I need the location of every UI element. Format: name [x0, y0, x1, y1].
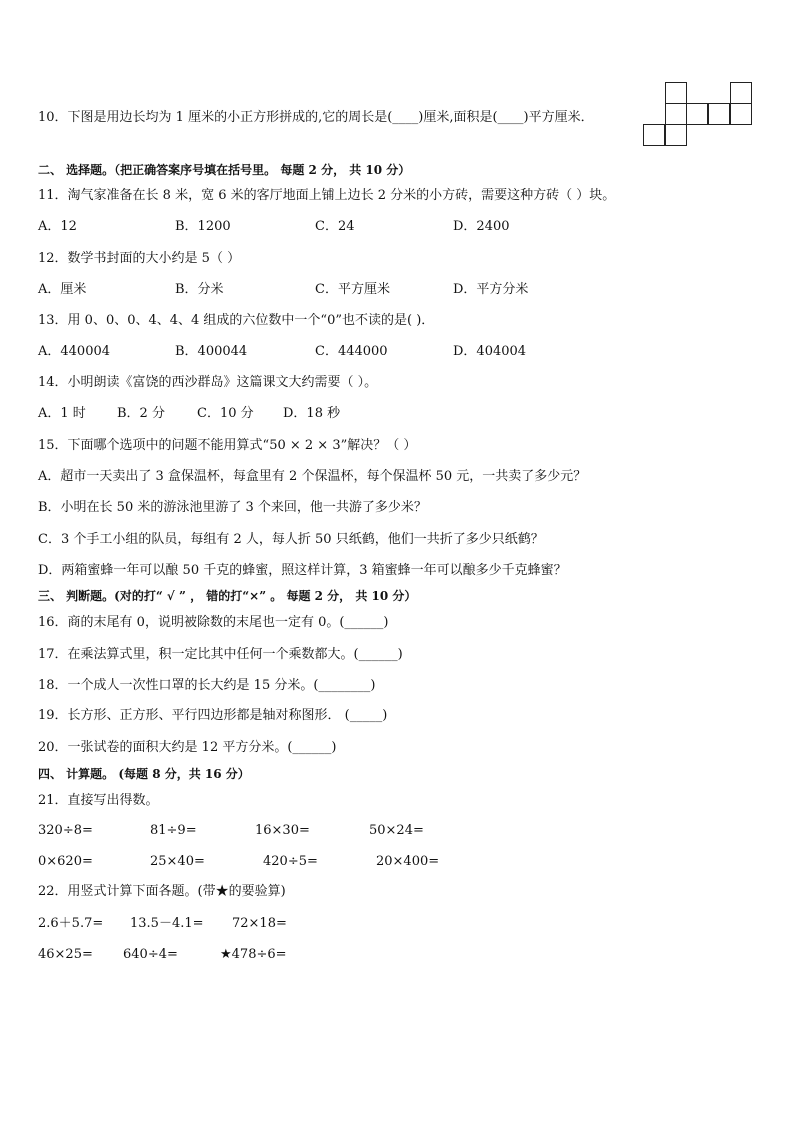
q15-option-d: D．两箱蜜蜂一年可以酿 50 千克的蜂蜜，照这样计算，3 箱蜜蜂一年可以酿多少千克蜂蜜？: [38, 563, 567, 578]
question-15: 15．下面哪个选项中的问题不能用算式“50 × 2 × 3”解决？（ ）: [38, 438, 417, 453]
q21-item: 20×400=: [376, 854, 440, 869]
question-19: 19．长方形、正方形、平行四边形都是轴对称图形． (_____): [38, 708, 388, 723]
question-18: 18．一个成人一次性口罩的长大约是 15 分米。(________): [38, 678, 376, 693]
q11-option-a: A．12: [38, 219, 77, 234]
question-12: 12．数学书封面的大小约是 5（ ）: [38, 251, 241, 266]
q14-option-b: B．2 分: [117, 406, 165, 421]
question-14: 14．小明朗读《富饶的西沙群岛》这篇课文大约需要（ ）。: [38, 375, 378, 390]
q14-option-d: D．18 秒: [283, 406, 341, 421]
q12-option-a: A．厘米: [38, 282, 87, 297]
q13-option-d: D．404004: [453, 344, 527, 359]
grid-square: [709, 104, 730, 125]
grid-square: [731, 83, 752, 104]
q11-option-d: D．2400: [453, 219, 510, 234]
q22-item: 640÷4=: [123, 947, 178, 962]
q21-item: 81÷9=: [150, 823, 197, 838]
q21-item: 420÷5=: [263, 854, 318, 869]
q15-option-c: C．3 个手工小组的队员，每组有 2 人，每人折 50 只纸鹤，他们一共折了多少只纸鹤？: [38, 532, 544, 547]
q11-option-c: C．24: [315, 219, 355, 234]
q22-item: 72×18=: [232, 916, 287, 931]
question-10: 10．下图是用边长均为 1 厘米的小正方形拼成的,它的周长是(____)厘米,面积是(____)平方厘米．: [38, 110, 594, 125]
question-11: 11．淘气家准备在长 8 米，宽 6 米的客厅地面上铺上边长 2 分米的小方砖，需要这种方砖（ ）块。: [38, 188, 616, 203]
q22-item: 13.5－4.1=: [130, 916, 204, 931]
q14-option-a: A．1 时: [38, 406, 86, 421]
question-16: 16．商的末尾有 0，说明被除数的末尾也一定有 0。(______): [38, 615, 389, 630]
q13-option-a: A．440004: [38, 344, 111, 359]
q13-option-b: B．400044: [175, 344, 248, 359]
q22-item: ★478÷6=: [220, 947, 287, 962]
q15-option-a: A．超市一天卖出了 3 盒保温杯，每盒里有 2 个保温杯，每个保温杯 50 元，一共卖了多少元？: [38, 469, 587, 484]
question-13: 13．用 0、0、0、4、4、4 组成的六位数中一个“0”也不读的是( )．: [38, 313, 435, 328]
q22-item: 2.6＋5.7=: [38, 916, 104, 931]
q21-item: 25×40=: [150, 854, 205, 869]
q12-option-c: C．平方厘米: [315, 282, 390, 297]
question-20: 20．一张试卷的面积大约是 12 平方分米。(______): [38, 740, 337, 755]
q21-item: 320÷8=: [38, 823, 93, 838]
question-21: 21．直接写出得数。: [38, 793, 159, 808]
square-grid-figure: [643, 82, 753, 148]
q14-option-c: C．10 分: [197, 406, 254, 421]
grid-square: [731, 104, 752, 125]
q15-option-b: B．小明在长 50 米的游泳池里游了 3 个来回，他一共游了多少米？: [38, 500, 427, 515]
grid-square: [644, 125, 665, 146]
q13-option-c: C．444000: [315, 344, 388, 359]
q22-item: 46×25=: [38, 947, 93, 962]
grid-square: [687, 104, 708, 125]
q12-option-b: B．分米: [175, 282, 224, 297]
grid-square: [666, 125, 687, 146]
q11-option-b: B．1200: [175, 219, 231, 234]
question-17: 17．在乘法算式里，积一定比其中任何一个乘数都大。(______): [38, 647, 403, 662]
q21-item: 50×24=: [369, 823, 424, 838]
question-22: 22．用竖式计算下面各题。(带★的要验算): [38, 884, 286, 899]
section-4-heading: 四、 计算题。 (每题 8 分，共 16 分）: [38, 767, 250, 781]
section-2-heading: 二、 选择题。（把正确答案序号填在括号里。 每题 2 分， 共 10 分）: [38, 163, 411, 177]
grid-square: [666, 83, 687, 104]
section-3-heading: 三、 判断题。(对的打“ √ ” ， 错的打“×” 。 每题 2 分， 共 10 分）: [38, 589, 417, 603]
q21-item: 0×620=: [38, 854, 93, 869]
q12-option-d: D．平方分米: [453, 282, 529, 297]
q21-item: 16×30=: [255, 823, 310, 838]
grid-square: [666, 104, 687, 125]
